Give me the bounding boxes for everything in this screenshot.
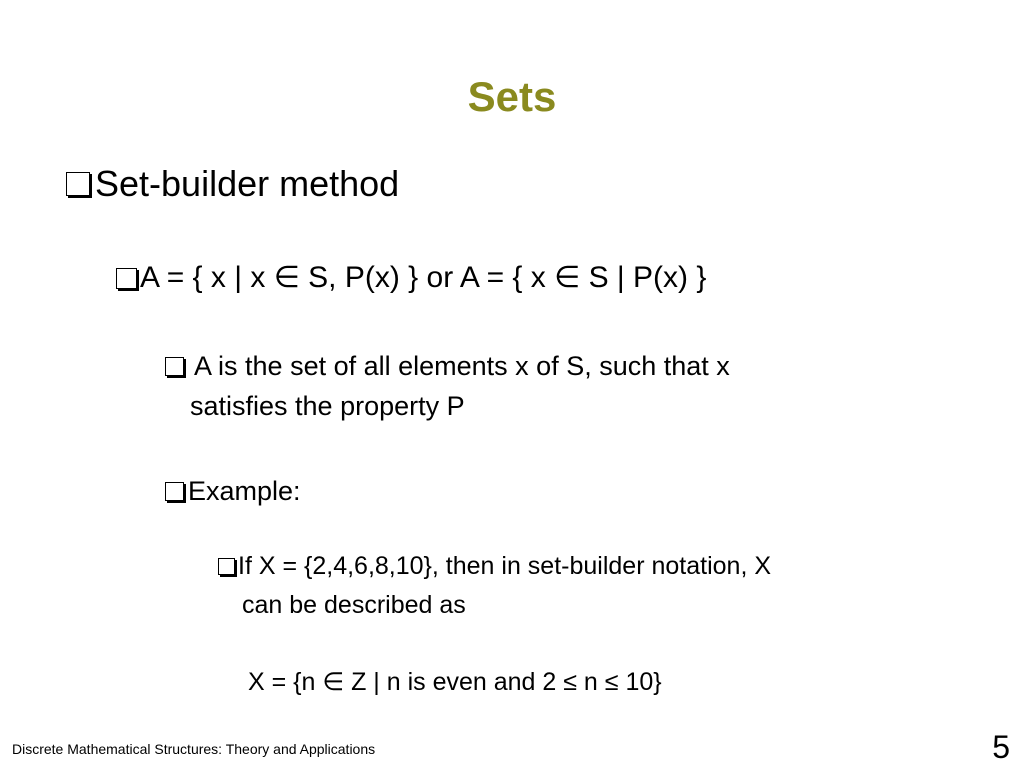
- bullet-example: [165, 474, 301, 508]
- bullet-text: Example:: [188, 476, 301, 506]
- bullet-text: A is the set of all elements x of S, such that x: [188, 351, 730, 381]
- bullet-set-builder-definition: [116, 259, 706, 297]
- bullet-text-continuation: satisfies the property P: [190, 391, 465, 421]
- checkbox-bullet-icon: [165, 357, 184, 376]
- page-number: 5: [992, 729, 1010, 765]
- checkbox-bullet-icon: [66, 172, 90, 196]
- bullet-text: Set-builder method: [95, 163, 400, 204]
- slide-footer: Discrete Mathematical Structures: Theory and Applications: [12, 741, 376, 757]
- set-builder-formula: X = {n ∈ Z | n is even and 2 ≤ n ≤ 10}: [248, 668, 662, 696]
- checkbox-bullet-icon: [116, 268, 137, 289]
- bullet-text: If X = {2,4,6,8,10}, then in set-builder notation, X: [238, 552, 772, 580]
- bullet-set-builder-method: [66, 162, 399, 206]
- bullet-text: A = { x | x ∈ S, P(x) } or A = { x ∈ S | P(x) }: [140, 261, 707, 294]
- bullet-example-detail: [218, 550, 771, 582]
- bullet-definition-explanation: [165, 349, 730, 383]
- checkbox-bullet-icon: [218, 558, 235, 575]
- bullet-text-continuation: can be described as: [242, 591, 466, 619]
- slide-title: Sets: [467, 73, 557, 120]
- checkbox-bullet-icon: [165, 482, 184, 501]
